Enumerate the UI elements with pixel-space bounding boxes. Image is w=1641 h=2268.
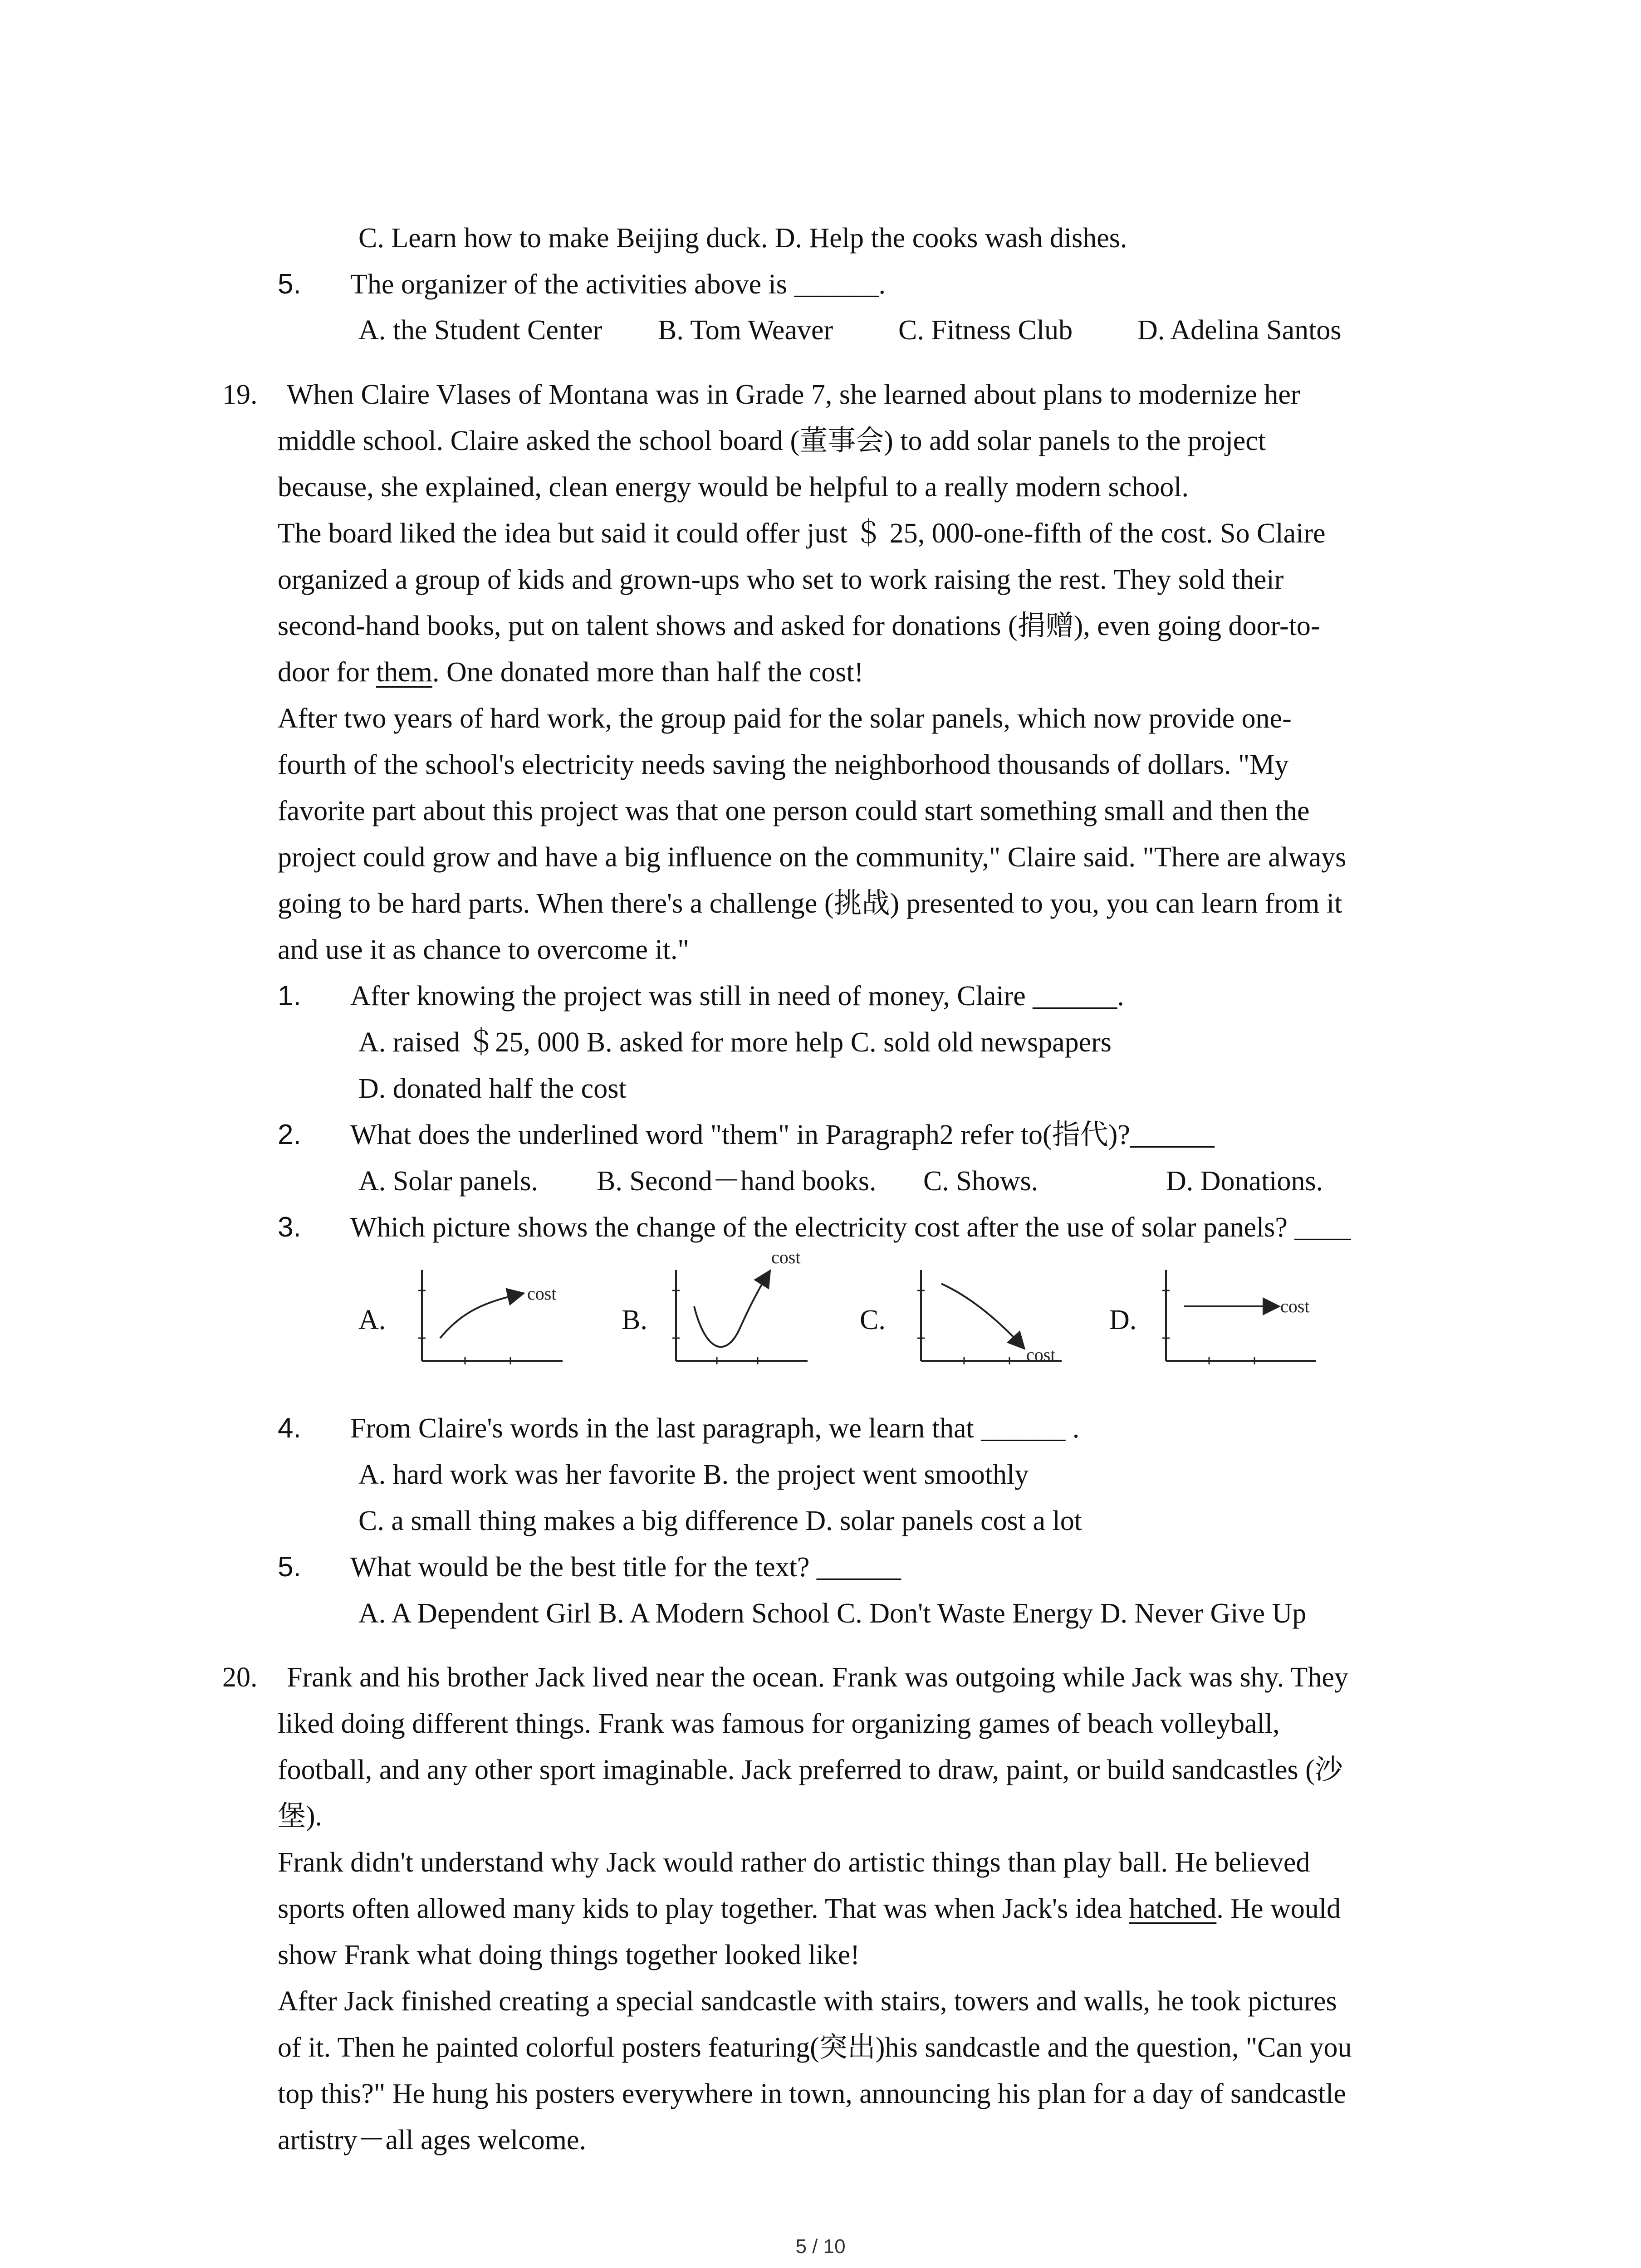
q19-p3-line-1: After two years of hard work, the group paid for the solar panels, which now provide one-: [278, 703, 1292, 734]
q19-3-picture-c: [907, 1266, 1098, 1370]
q19-3-option-d-label: D.: [1109, 1305, 1137, 1335]
q19-3-picture-b: [662, 1245, 817, 1370]
q19-p2-line-3: second-hand books, put on talent shows and asked for donations (捐赠), even going door-to-: [278, 611, 1320, 641]
q19-p2-line-4-start: door for: [278, 657, 376, 688]
q20-p2-line-3: show Frank what doing things together looked like!: [278, 1940, 860, 1970]
q19-1-options-line-1: A. raised ＄25, 000 B. asked for more help C. sold old newspapers: [358, 1027, 1112, 1058]
q19-4-options-line-2: C. a small thing makes a big difference D. solar panels cost a lot: [358, 1505, 1082, 1536]
q19-p3-line-2: fourth of the school's electricity needs saving the neighborhood thousands of dollars. "My: [278, 749, 1289, 780]
q19-2-option-d: D. Donations.: [1166, 1166, 1323, 1197]
q19-p2-line-2: organized a group of kids and grown-ups who set to work raising the rest. They sold their: [278, 564, 1284, 595]
q18-5-option-c: C. Fitness Club: [898, 315, 1073, 346]
picture-b-curve-label: cost: [771, 1247, 801, 1267]
picture-a-curve: [440, 1294, 522, 1338]
q20-p2-line-2-end: . He would: [1216, 1893, 1341, 1924]
q18-5-option-a: A. the Student Center: [358, 315, 603, 346]
q18-option-line-c-d: C. Learn how to make Beijing duck. D. Help the cooks wash dishes.: [358, 223, 1127, 254]
q19-1-number: 1.: [278, 980, 301, 1012]
q18-5-option-d: D. Adelina Santos: [1137, 315, 1342, 346]
q19-2-option-b: B. Second－hand books.: [597, 1166, 877, 1197]
q20-p2-line-2: [278, 1891, 1341, 1927]
q19-number: 19.: [222, 379, 258, 410]
q20-p3-line-2: of it. Then he painted colorful posters featuring(突出)his sandcastle and the question, "Can you: [278, 2032, 1352, 2063]
q19-p1-line-2: middle school. Claire asked the school board (董事会) to add solar panels to the project: [278, 425, 1266, 456]
q19-p3-line-3: favorite part about this project was that one person could start something small and then the: [278, 796, 1310, 826]
q19-3-question: Which picture shows the change of the electricity cost after the use of solar panels? ____: [350, 1212, 1351, 1243]
q18-5-option-b: B. Tom Weaver: [658, 315, 833, 346]
q19-1-options-line-2: D. donated half the cost: [358, 1073, 627, 1104]
q19-p1-line-1: When Claire Vlases of Montana was in Grade 7, she learned about plans to modernize her: [287, 379, 1300, 410]
page-number: 5 / 10: [795, 2235, 846, 2258]
picture-c-curve: [941, 1284, 1023, 1347]
q19-3-option-a-label: A.: [358, 1305, 386, 1335]
q19-2-option-c: C. Shows.: [923, 1166, 1038, 1197]
q19-p1-line-3: because, she explained, clean energy would be helpful to a really modern school.: [278, 472, 1189, 503]
q20-number: 20.: [222, 1662, 258, 1693]
q19-p3-line-4: project could grow and have a big influence on the community," Claire said. "There are always: [278, 842, 1347, 873]
q19-p3-line-6: and use it as chance to overcome it.": [278, 934, 689, 965]
q19-5-options: A. A Dependent Girl B. A Modern School C. Don't Waste Energy D. Never Give Up: [358, 1598, 1307, 1629]
q19-3-option-c-label: C.: [860, 1305, 886, 1335]
q20-p2-line-1: Frank didn't understand why Jack would rather do artistic things than play ball. He believed: [278, 1847, 1310, 1878]
q19-3-option-b-label: B.: [622, 1305, 647, 1335]
picture-a-curve-label: cost: [527, 1283, 557, 1304]
q20-p1-line-4: 堡).: [278, 1801, 323, 1832]
q20-p1-line-1: Frank and his brother Jack lived near the ocean. Frank was outgoing while Jack was shy. They: [287, 1662, 1348, 1693]
q19-p2-line-4: [278, 654, 863, 690]
q19-3-picture-d: [1152, 1266, 1352, 1370]
q20-p1-line-2: liked doing different things. Frank was famous for organizing games of beach volleyball,: [278, 1708, 1280, 1739]
q19-3-picture-a: [408, 1266, 590, 1370]
picture-d-curve-label: cost: [1280, 1296, 1310, 1316]
q20-p1-line-3: football, and any other sport imaginable. Jack preferred to draw, paint, or build sandcastles (沙: [278, 1755, 1343, 1785]
q19-5-question: What would be the best title for the text? ______: [350, 1552, 901, 1583]
q20-p2-line-2-start: sports often allowed many kids to play together. That was when Jack's idea: [278, 1893, 1129, 1924]
q19-4-options-line-1: A. hard work was her favorite B. the project went smoothly: [358, 1459, 1029, 1490]
q19-1-question: After knowing the project was still in need of money, Claire ______.: [350, 981, 1124, 1012]
q19-3-number: 3.: [278, 1212, 301, 1243]
picture-b-curve: [694, 1272, 769, 1347]
q20-p3-line-1: After Jack finished creating a special sandcastle with stairs, towers and walls, he took pictures: [278, 1986, 1337, 2017]
q19-4-question: From Claire's words in the last paragraph, we learn that ______ .: [350, 1413, 1080, 1444]
q19-p2-line-1: The board liked the idea but said it could offer just ＄ 25, 000-one-fifth of the cost. So Claire: [278, 518, 1326, 549]
q19-2-number: 2.: [278, 1119, 301, 1150]
q20-p3-line-3: top this?" He hung his posters everywhere in town, announcing his plan for a day of sandcastle: [278, 2078, 1346, 2109]
q20-p3-line-4: artistry－all ages welcome.: [278, 2125, 587, 2156]
q20-underlined-hatched: hatched: [1129, 1893, 1217, 1924]
q19-p3-line-5: going to be hard parts. When there's a challenge (挑战) presented to you, you can learn from it: [278, 888, 1342, 919]
q19-2-question: What does the underlined word "them" in Paragraph2 refer to(指代)?______: [350, 1119, 1215, 1150]
q19-underlined-them: them: [376, 657, 432, 688]
q18-5-question: The organizer of the activities above is ______.: [350, 269, 886, 300]
q19-p2-line-4-end: . One donated more than half the cost!: [432, 657, 864, 688]
q18-5-number: 5.: [278, 269, 301, 300]
q19-2-option-a: A. Solar panels.: [358, 1166, 539, 1197]
picture-c-curve-label: cost: [1026, 1344, 1056, 1365]
q19-4-number: 4.: [278, 1413, 301, 1444]
q19-5-number: 5.: [278, 1551, 301, 1583]
